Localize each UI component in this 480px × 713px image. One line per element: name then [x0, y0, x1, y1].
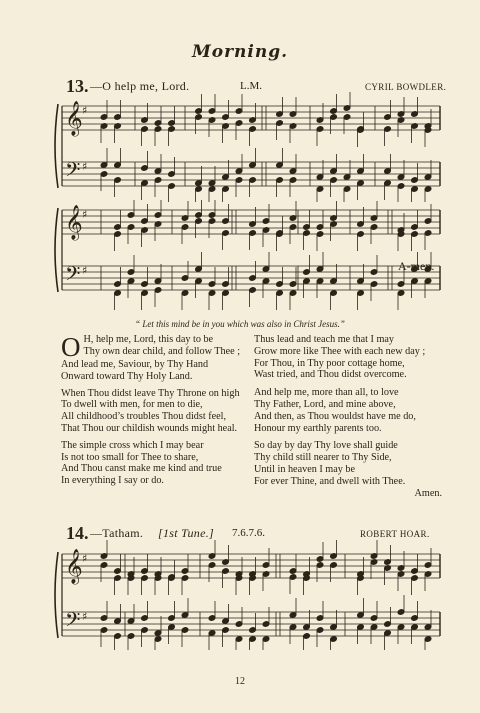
- lyric-line: And lead me, Saviour, by Thy Hand: [61, 359, 209, 370]
- section-title: Morning.: [191, 42, 289, 62]
- drop-cap: O: [61, 332, 81, 362]
- sharp-icon: ♯: [82, 160, 88, 173]
- lyric-line: Thy own dear child, and follow Thee ;: [83, 345, 241, 357]
- lyric-line: The simple cross which I may bear: [61, 439, 204, 451]
- lyric-line: Onward toward Thy Holy Land.: [61, 370, 193, 382]
- hymn-tune-name: —Tatham.: [90, 526, 144, 540]
- lyric-line: And then, as Thou wouldst have me do,: [254, 410, 416, 422]
- sharp-icon: ♯: [82, 104, 88, 117]
- sharp-icon: ♯: [82, 264, 88, 277]
- sharp-icon: ♯: [82, 552, 88, 565]
- amen-label: A-men.: [398, 259, 435, 273]
- lyric-line: Thus lead and teach me that I may: [254, 334, 395, 345]
- treble-clef-icon: 𝄞: [65, 205, 83, 240]
- lyric-line: And Thou canst make me kind and true: [61, 463, 222, 475]
- stanza: [61, 388, 246, 435]
- lyric-line: All childhood’s troubles Thou didst feel,: [61, 411, 227, 423]
- bass-clef-icon: 𝄢: [65, 158, 81, 186]
- lyric-line: Honour my earthly parents too.: [254, 422, 382, 434]
- lyric-line: To dwell with men, for men to die,: [61, 399, 203, 411]
- lyric-line: And help me, more than all, to love: [254, 387, 399, 399]
- hymn-meter: 7.6.7.6.: [232, 527, 265, 539]
- sharp-icon: ♯: [82, 610, 88, 623]
- music-score-hymn-13-line-1: [0, 92, 480, 202]
- stanza: [254, 334, 442, 381]
- brace: [55, 208, 58, 292]
- stanza: [61, 334, 246, 383]
- stanza: [254, 387, 442, 434]
- lyrics-amen: Amen.: [414, 487, 442, 499]
- hymn-number: 14.: [66, 523, 89, 543]
- music-score-hymn-13-line-2: [0, 200, 480, 315]
- bass-clef-icon: 𝄢: [65, 608, 81, 636]
- lyric-line: Wast tried, and Thou didst overcome.: [254, 369, 407, 381]
- lyric-line: In everything I say or do.: [61, 475, 164, 487]
- lyric-line: Thy child still nearer to Thy Side,: [254, 452, 392, 464]
- stanza: [254, 440, 442, 499]
- brace: [55, 552, 58, 638]
- hymn-composer: CYRIL BOWDLER.: [365, 82, 447, 92]
- hymn-composer: ROBERT HOAR.: [360, 529, 430, 539]
- lyric-line: Until in heaven I may be: [254, 463, 355, 475]
- treble-clef-icon: 𝄞: [65, 101, 83, 136]
- hymn-meter: L.M.: [240, 80, 262, 92]
- lyric-line: For Thou, in Thy poor cottage home,: [254, 357, 405, 369]
- lyrics-right-column: [254, 334, 442, 504]
- scripture-caption: “ Let this mind be in you which was also in Christ Jesus.”: [135, 319, 345, 329]
- lyric-line: Grow more like Thee with each new day ;: [254, 345, 426, 357]
- bass-clef-icon: 𝄢: [65, 262, 81, 290]
- page-number: 12: [235, 676, 245, 687]
- lyric-line: H, help me, Lord, this day to be: [83, 334, 214, 345]
- stanza: [61, 440, 246, 487]
- hymn-number: 13.: [66, 76, 89, 96]
- lyric-line: Is not too small for Thee to share,: [61, 451, 199, 463]
- lyric-line: For ever Thine, and dwell with Thee.: [254, 475, 406, 487]
- lyric-line: That Thou our childish wounds might heal.: [61, 422, 238, 434]
- lyric-line: So day by day Thy love shall guide: [254, 440, 398, 452]
- sharp-icon: ♯: [82, 208, 88, 221]
- brace: [55, 104, 58, 188]
- lyric-line: Thy Father, Lord, and mine above,: [254, 398, 396, 410]
- lyric-line: When Thou didst leave Thy Throne on high: [61, 387, 240, 399]
- lyrics-left-column: [61, 334, 246, 492]
- hymn-tune-note: [1st Tune.]: [158, 526, 214, 540]
- hymn-tune-name: —O help me, Lord.: [90, 79, 190, 93]
- music-score-hymn-14: [0, 540, 480, 650]
- treble-clef-icon: 𝄞: [65, 549, 83, 584]
